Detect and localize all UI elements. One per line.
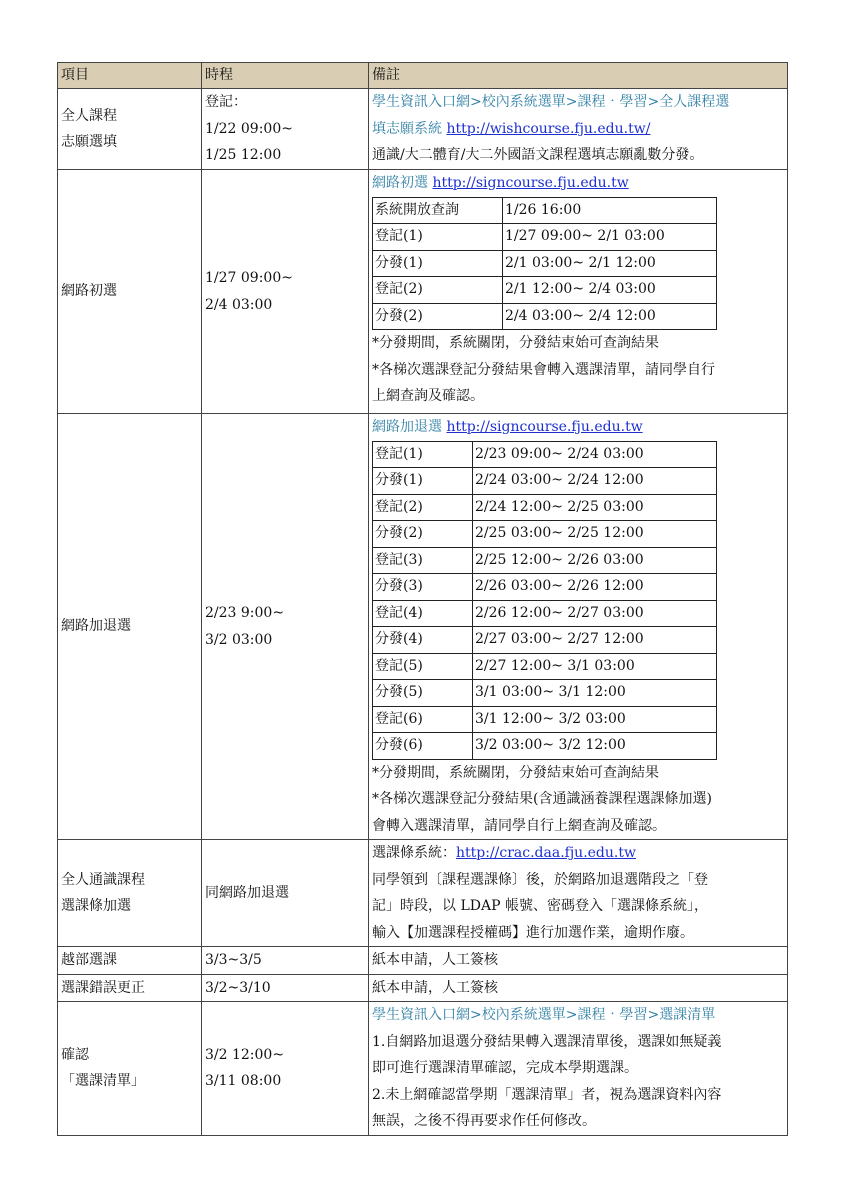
add-item: 網路加退選 — [58, 414, 202, 840]
table-row: 分發(2) 2/25 03:00~ 2/25 12:00 — [373, 521, 717, 548]
table-row: 登記(1) 2/23 09:00~ 2/24 03:00 — [373, 441, 717, 468]
row-error-correction — [58, 974, 788, 1002]
row-initial-selection — [58, 170, 788, 414]
row-wish-course — [58, 89, 788, 170]
row-confirm-list — [58, 1002, 788, 1136]
slip-item: 全人通識課程 選課條加選 — [58, 840, 202, 947]
cross-note: 紙本申請，人工簽核 — [369, 947, 788, 975]
confirm-time: 3/2 12:00~ 3/11 08:00 — [202, 1002, 369, 1136]
table-row: 登記(5) 2/27 12:00~ 3/1 03:00 — [373, 653, 717, 680]
fix-note: 紙本申請，人工簽核 — [369, 974, 788, 1002]
header-item: 項目 — [58, 63, 202, 89]
header-time: 時程 — [202, 63, 369, 89]
wish-item: 全人課程 志願選填 — [58, 89, 202, 170]
table-row: 登記(3) 2/25 12:00~ 2/26 03:00 — [373, 547, 717, 574]
table-row: 分發(4) 2/27 03:00~ 2/27 12:00 — [373, 627, 717, 654]
confirm-note: 學生資訊入口網>校內系統選單>課程‧學習>選課清單 1.自網路加退選分發結果轉入選課清單後，選課如無疑義 即可進行選課清單確認，完成本學期選課。 2.未上網確認當學期「選課清單」者，視為選課資料內容 無誤，之後不得再要求作任何修改。 — [369, 1002, 788, 1136]
add-schedule-table — [372, 441, 717, 760]
table-row: 登記(4) 2/26 12:00~ 2/27 03:00 — [373, 600, 717, 627]
fix-item: 選課錯誤更正 — [58, 974, 202, 1002]
table-row: 分發(1) 2/24 03:00~ 2/24 12:00 — [373, 468, 717, 495]
table-row: 登記(1) 1/27 09:00~ 2/1 03:00 — [373, 224, 717, 251]
table-row: 分發(6) 3/2 03:00~ 3/2 12:00 — [373, 733, 717, 760]
cross-item: 越部選課 — [58, 947, 202, 975]
slip-time: 同網路加退選 — [202, 840, 369, 947]
table-row: 登記(6) 3/1 12:00~ 3/2 03:00 — [373, 706, 717, 733]
table-row: 登記(2) 2/1 12:00~ 2/4 03:00 — [373, 277, 717, 304]
row-selection-slip — [58, 840, 788, 947]
wishcourse-link[interactable]: http://wishcourse.fju.edu.tw/ — [446, 120, 651, 137]
table-header-row — [58, 63, 788, 89]
add-time: 2/23 9:00~ 3/2 03:00 — [202, 414, 369, 840]
table-row: 登記(2) 2/24 12:00~ 2/25 03:00 — [373, 494, 717, 521]
wish-time: 登記： 1/22 09:00~ 1/25 12:00 — [202, 89, 369, 170]
row-add-drop — [58, 414, 788, 840]
add-note: 網路加退選 http://signcourse.fju.edu.tw 登記(1) 2/23 09:00~ 2/24 03:00 分發(1) 2/24 03:00~ 2/24 12:00 登記(2) 2/24 12:00~ 2/25 03:00 分發(2) 2/25 03:00~ 2/25 12:00 登記(3) 2/25 12:00~ 2/26 03:00 分發(3) 2/26 03:00~ 2/26 12:00 登記(4) 2/26 12:00~ 2/27 03:00 分發(4) 2/27 03:00~ 2/27 12:00 登記(5) 2/27 12:00~ 3/1 03:00 分發(5) 3/1 03:00~ 3/1 12:00 登記(6) 3/1 12:00~ 3/2 03:00 分發(6) 3/2 03:00~ 3/2 12:00 *分發期間，系統關閉，分發結束始可查詢結果 *各梯次選課登記分發結果(含通識涵養課程選課條加選) 會轉入選課清單，請同學自行上網查詢及確認。 — [369, 414, 788, 840]
signcourse-link[interactable]: http://signcourse.fju.edu.tw — [432, 175, 629, 191]
initial-note: 網路初選 http://signcourse.fju.edu.tw 系統開放查詢 1/26 16:00 登記(1) 1/27 09:00~ 2/1 03:00 分發(1) 2/1 03:00~ 2/1 12:00 登記(2) 2/1 12:00~ 2/4 03:00 分發(2) 2/4 03:00~ 2/4 12:00 *分發期間，系統關閉，分發結束始可查詢結果 *各梯次選課登記分發結果會轉入選課清單，請同學自行 上網查詢及確認。 — [369, 170, 788, 414]
table-row: 分發(2) 2/4 03:00~ 2/4 12:00 — [373, 303, 717, 330]
initial-time: 1/27 09:00~ 2/4 03:00 — [202, 170, 369, 414]
header-note: 備註 — [369, 63, 788, 89]
table-row: 分發(3) 2/26 03:00~ 2/26 12:00 — [373, 574, 717, 601]
course-schedule-table — [57, 62, 788, 1136]
crac-link[interactable]: http://crac.daa.fju.edu.tw — [456, 845, 636, 861]
initial-item: 網路初選 — [58, 170, 202, 414]
row-cross-division — [58, 947, 788, 975]
wish-note: 學生資訊入口網>校內系統選單>課程‧學習>全人課程選 填志願系統 http://wishcourse.fju.edu.tw/ 通識/大二體育/大二外國語文課程選填志願亂數分發。 — [369, 89, 788, 170]
cross-time: 3/3~3/5 — [202, 947, 369, 975]
confirm-item: 確認 「選課清單」 — [58, 1002, 202, 1136]
table-row: 分發(1) 2/1 03:00~ 2/1 12:00 — [373, 250, 717, 277]
signcourse-link[interactable]: http://signcourse.fju.edu.tw — [446, 419, 643, 435]
table-row: 分發(5) 3/1 03:00~ 3/1 12:00 — [373, 680, 717, 707]
table-row: 系統開放查詢 1/26 16:00 — [373, 197, 717, 224]
fix-time: 3/2~3/10 — [202, 974, 369, 1002]
initial-schedule-table — [372, 197, 717, 331]
slip-note: 選課條系統：http://crac.daa.fju.edu.tw 同學領到〔課程選課條〕後，於網路加退選階段之「登 記」時段，以 LDAP 帳號、密碼登入「選課條系統」， 輸入【加選課程授權碼】進行加選作業，逾期作廢。 — [369, 840, 788, 947]
